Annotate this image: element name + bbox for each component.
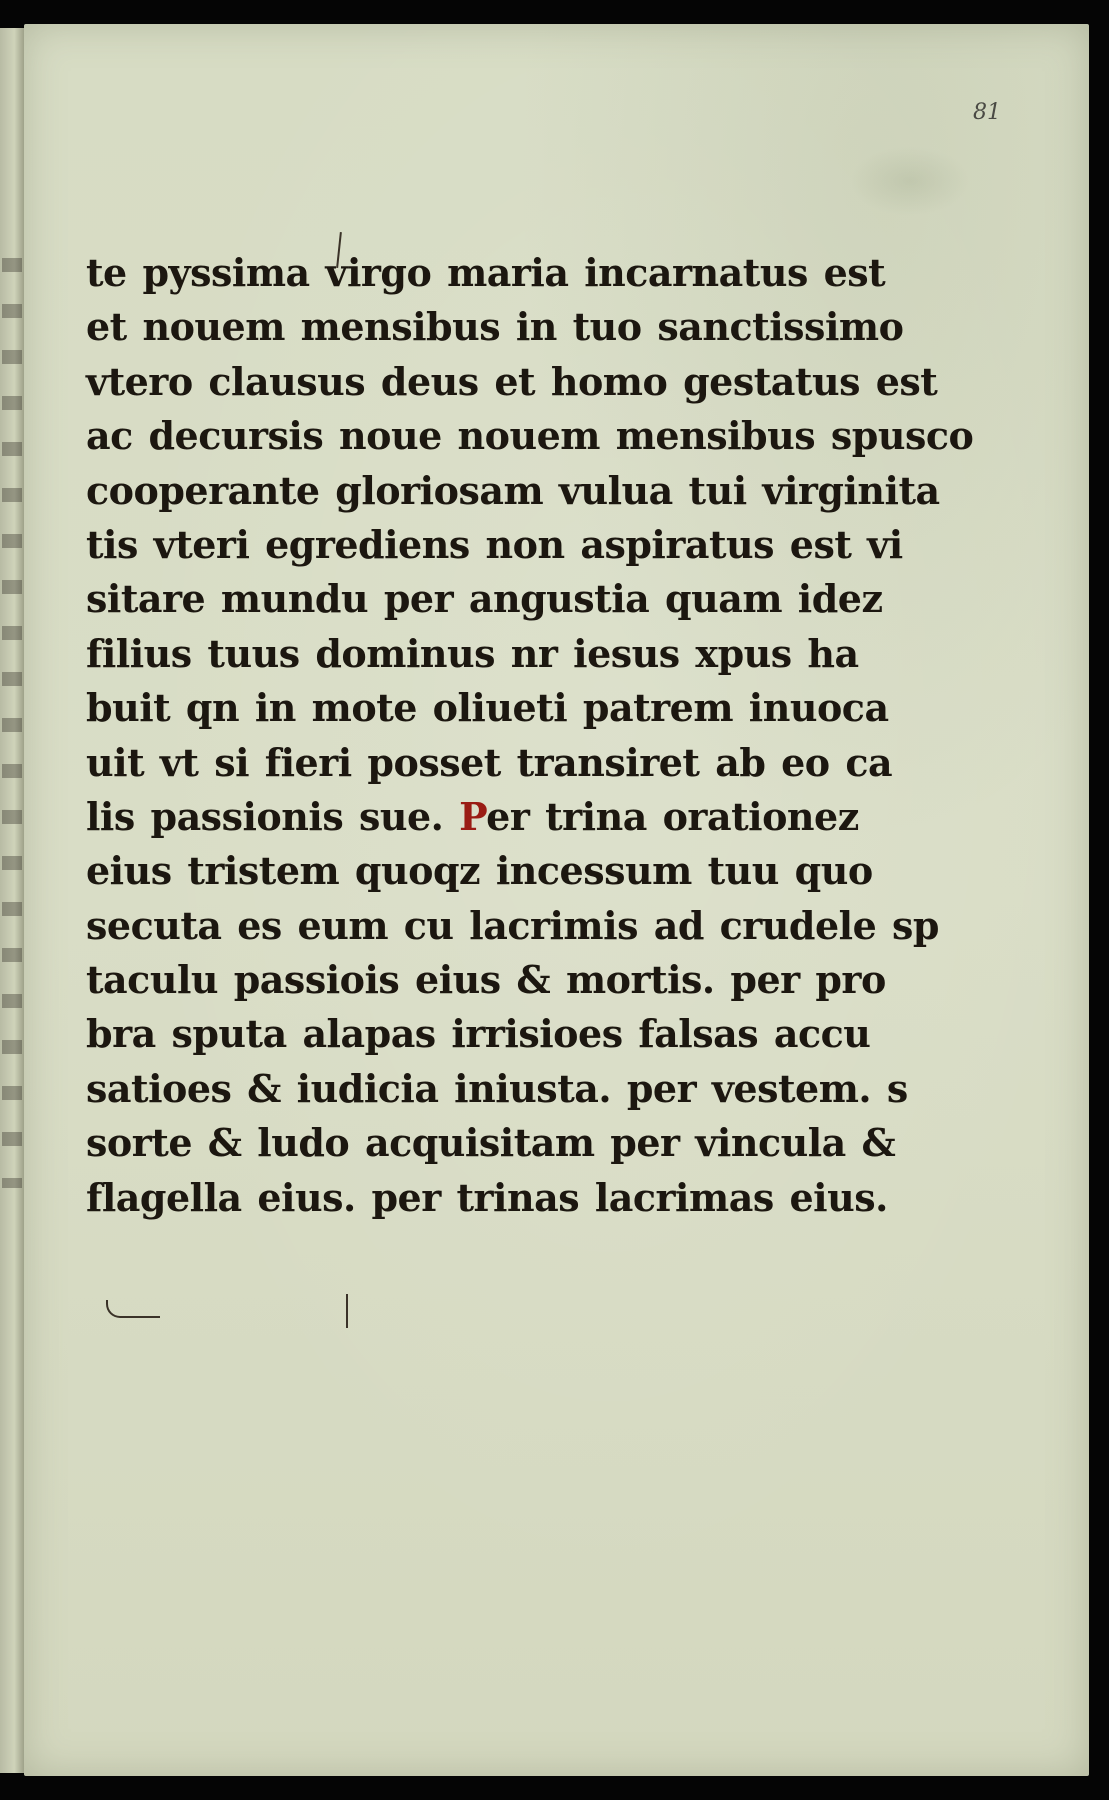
descender-tail [106,1300,160,1318]
stain [850,146,970,216]
previous-leaf-text [2,258,22,1188]
rubric-line-before: lis passionis sue. [86,793,460,839]
text-line: eius tristem quoqz incessum tuu quo [86,848,873,894]
rubric-line-after: er trina orationez [486,793,859,839]
folio-number: 81 [973,100,1001,125]
text-line: sitare mundu per angustia quam idez [86,576,883,622]
text-line: buit qn in mote oliueti patrem inuoca [86,685,889,731]
text-line: et nouem mensibus in tuo sanctissimo [86,304,904,350]
text-line: sorte & ludo acquisitam per vincula & [86,1120,896,1166]
descender-flourish [346,1294,348,1328]
text-line: taculu passiois eius & mortis. per pro [86,957,886,1003]
rubric-line-text [86,794,859,839]
rubricated-initial: P [459,793,487,839]
text-line-with-rubric [86,790,886,844]
text-line: cooperante gloriosam vulua tui virginita [86,467,940,513]
text-line: te pyssima virgo maria incarnatus est [86,250,886,295]
text-line: satioes & iudicia iniusta. per vestem. s [86,1065,908,1111]
text-line: filius tuus dominus nr iesus xpus ha [86,630,859,676]
text-line: flagella eius. per trinas lacrimas eius. [86,1174,888,1220]
text-line: secuta es eum cu lacrimis ad crudele sp [86,902,939,948]
text-line: uit vt si fieri posset transiret ab eo ca [86,739,893,785]
text-line: ac decursis noue nouem mensibus spusco [86,413,974,459]
text-block [86,246,974,1225]
folio-leaf [24,24,1089,1776]
text-line: tis vteri egrediens non aspiratus est vi [86,521,903,567]
text-line: bra sputa alapas irrisioes falsas accu [86,1011,871,1057]
text-line: vtero clausus deus et homo gestatus est [86,358,938,404]
previous-leaf-edge [0,28,24,1773]
